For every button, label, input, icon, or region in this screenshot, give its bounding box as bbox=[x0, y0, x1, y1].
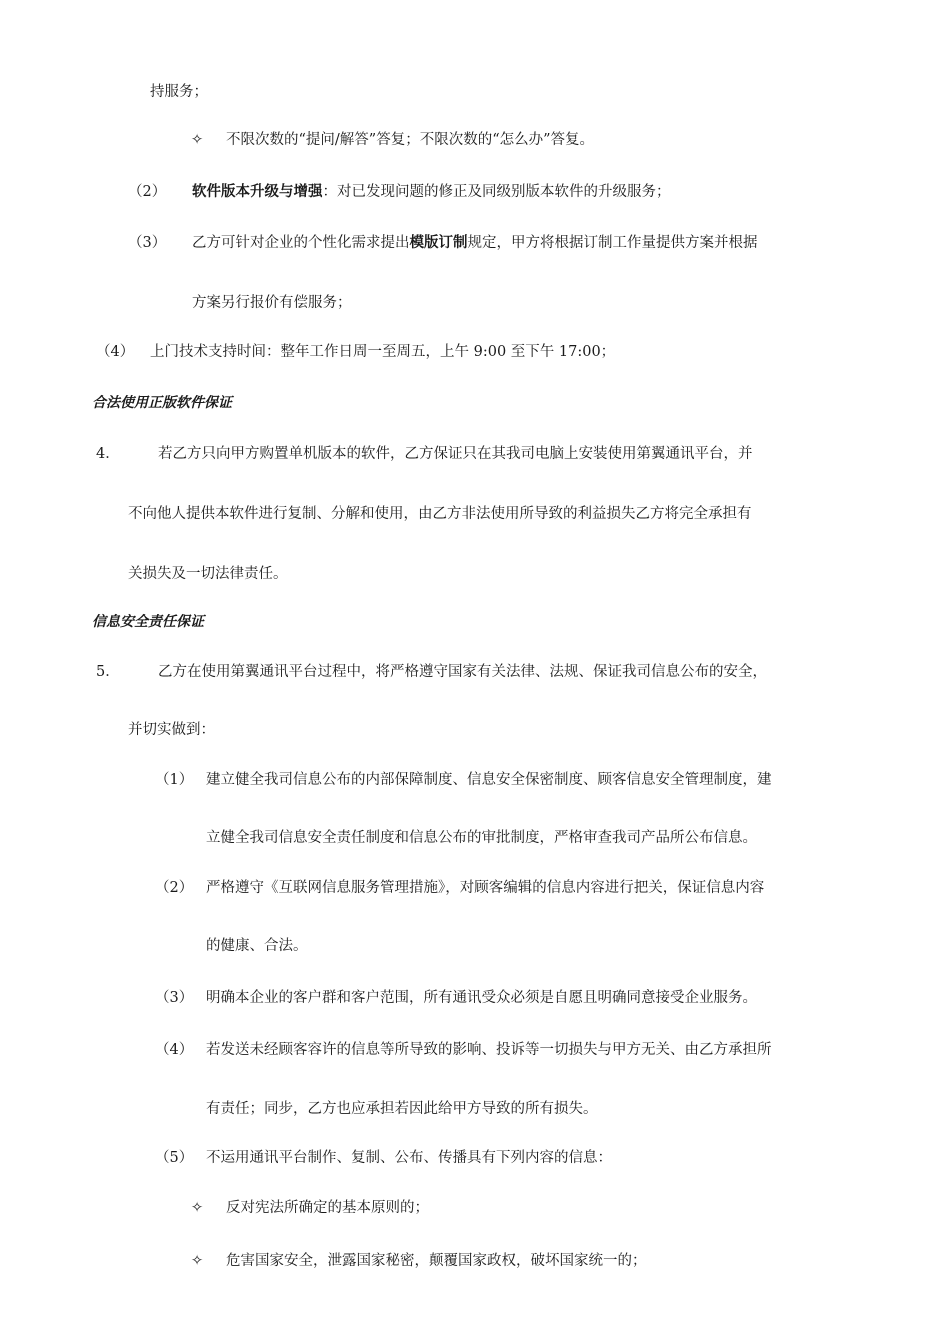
item-number: （2） bbox=[128, 184, 167, 200]
item-text-continuation: 方案另行报价有偿服务； bbox=[192, 295, 352, 311]
section-number: 5． bbox=[96, 664, 120, 680]
item-number: （4） bbox=[155, 1042, 194, 1058]
item-text: 若发送未经顾客容许的信息等所导致的影响、投诉等一切损失与甲方无关、由乙方承担所 bbox=[206, 1042, 772, 1058]
bullet-icon: ✧ bbox=[191, 1253, 204, 1269]
item-number: （1） bbox=[155, 772, 194, 788]
paragraph-line: 若乙方只向甲方购置单机版本的软件，乙方保证只在其我司电脑上安装使用第翼通讯平台，并 bbox=[158, 446, 753, 462]
item-bold-term: 模版订制 bbox=[409, 235, 468, 251]
item-text-continuation: 有责任；同步，乙方也应承担若因此给甲方导致的所有损失。 bbox=[206, 1101, 598, 1117]
item-bold-term: 软件版本升级与增强 bbox=[192, 184, 323, 200]
item-number: （3） bbox=[128, 235, 167, 251]
item-text-continuation: 立健全我司信息安全责任制度和信息公布的审批制度，严格审查我司产品所公布信息。 bbox=[206, 830, 757, 846]
bullet-text: 反对宪法所确定的基本原则的； bbox=[226, 1200, 429, 1216]
section-heading: 信息安全责任保证 bbox=[92, 614, 204, 630]
item-text: 明确本企业的客户群和客户范围，所有通讯受众必须是自愿且明确同意接受企业服务。 bbox=[206, 990, 757, 1006]
item-text-pre: 乙方可针对企业的个性化需求提出 bbox=[192, 235, 410, 251]
item-text bbox=[192, 233, 758, 253]
paragraph-line: 并切实做到： bbox=[128, 722, 215, 738]
item-text: 上门技术支持时间：整年工作日周一至周五，上午 9:00 至下午 17:00； bbox=[150, 344, 616, 360]
paragraph-line: 关损失及一切法律责任。 bbox=[128, 566, 288, 582]
bullet-text: 不限次数的“提问/解答”答复；不限次数的“怎么办”答复。 bbox=[226, 132, 595, 148]
item-text-rest: ：对已发现问题的修正及同级别版本软件的升级服务； bbox=[322, 184, 671, 200]
continuation-text: 持服务； bbox=[150, 84, 208, 100]
bullet-text: 危害国家安全，泄露国家秘密，颠覆国家政权，破坏国家统一的； bbox=[226, 1253, 647, 1269]
item-text: 建立健全我司信息公布的内部保障制度、信息安全保密制度、顾客信息安全管理制度，建 bbox=[206, 772, 772, 788]
section-heading: 合法使用正版软件保证 bbox=[92, 395, 232, 411]
item-number: （3） bbox=[155, 990, 194, 1006]
bullet-icon: ✧ bbox=[191, 1200, 204, 1216]
paragraph-line: 乙方在使用第翼通讯平台过程中，将严格遵守国家有关法律、法规、保证我司信息公布的安全， bbox=[158, 664, 767, 680]
item-text: 不运用通讯平台制作、复制、公布、传播具有下列内容的信息： bbox=[206, 1150, 612, 1166]
paragraph-line: 不向他人提供本软件进行复制、分解和使用，由乙方非法使用所导致的利益损失乙方将完全承担有 bbox=[128, 506, 752, 522]
item-number: （4） bbox=[96, 344, 135, 360]
item-number: （2） bbox=[155, 880, 194, 896]
item-text-continuation: 的健康、合法。 bbox=[206, 938, 308, 954]
item-text bbox=[192, 182, 671, 202]
section-number: 4． bbox=[96, 446, 120, 462]
item-text: 严格遵守《互联网信息服务管理措施》，对顾客编辑的信息内容进行把关，保证信息内容 bbox=[206, 880, 765, 896]
item-number: （5） bbox=[155, 1150, 194, 1166]
bullet-icon: ✧ bbox=[191, 132, 204, 148]
item-text-post: 规定，甲方将根据订制工作量提供方案并根据 bbox=[467, 235, 758, 251]
